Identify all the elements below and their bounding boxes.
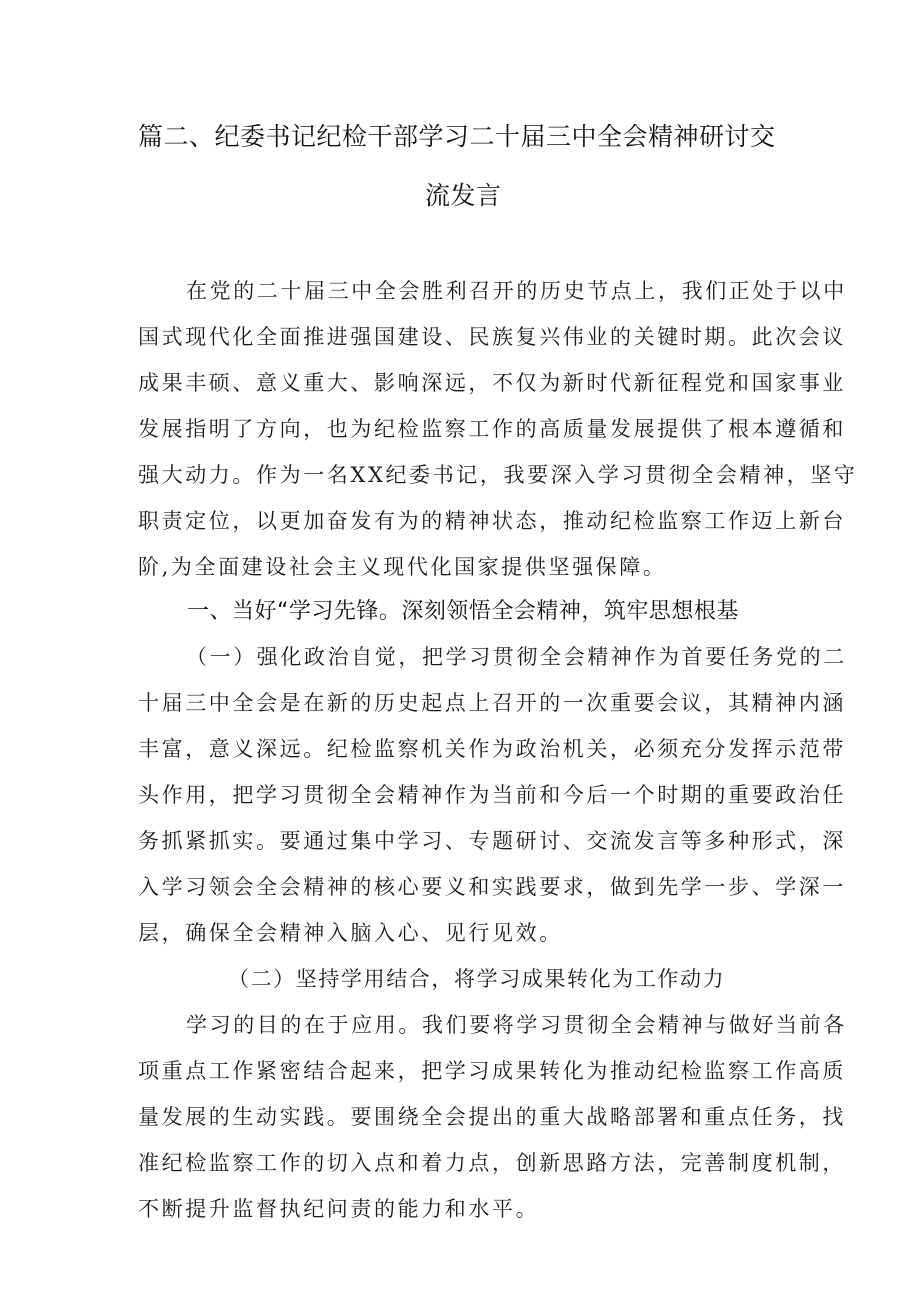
intro-line: 在党的二十届三中全会胜利召开的历史节点上，我们正处于以中 [186, 279, 847, 303]
paragraph-line: 不断提升监督执纪问责的能力和水平。 [138, 1197, 540, 1221]
paragraph-line: 十届三中全会是在新的历史起点上召开的一次重要会议，其精神内涵 [138, 691, 846, 715]
paragraph-line: 项重点工作紧密结合起来，把学习成果转化为推动纪检监察工作高质 [138, 1059, 846, 1083]
intro-line: 发展指明了方向，也为纪检监察工作的高质量发展提供了根本遵循和 [138, 417, 846, 441]
document-title-line-1: 篇二、纪委书记纪检干部学习二十届三中全会精神研讨交 [138, 122, 776, 151]
paragraph-line: （一）强化政治自觉，把学习贯彻全会精神作为首要任务党的二 [186, 645, 847, 669]
paragraph-line: 学习的目的在于应用。我们要将学习贯彻全会精神与做好当前各 [186, 1013, 847, 1037]
paragraph-line: 量发展的生动实践。要围绕全会提出的重大战略部署和重点任务，找 [138, 1105, 846, 1129]
subsection-heading-2: （二）坚持学用结合，将学习成果转化为工作动力 [228, 967, 726, 991]
section-heading-1: 一、当好“学习先锋。深刻领悟全会精神，筑牢思想根基 [187, 599, 739, 624]
document-title-line-2: 流发言 [425, 181, 502, 210]
paragraph-line: 务抓紧抓实。要通过集中学习、专题研讨、交流发言等多种形式，深 [138, 829, 846, 853]
intro-line: 成果丰硕、意义重大、影响深远，不仅为新时代新征程党和国家事业 [138, 371, 846, 395]
intro-line: 强大动力。作为一名XX纪委书记，我要深入学习贯彻全会精神，坚守 [138, 463, 858, 487]
intro-line: 国式现代化全面推进强国建设、民族复兴伟业的关键时期。此次会议 [138, 325, 846, 349]
paragraph-line: 入学习领会全会精神的核心要义和实践要求，做到先学一步、学深一 [138, 875, 846, 899]
intro-line: 职责定位，以更加奋发有为的精神状态，推动纪检监察工作迈上新台 [138, 509, 846, 533]
paragraph-line: 头作用，把学习贯彻全会精神作为当前和今后一个时期的重要政治任 [138, 783, 846, 807]
paragraph-line: 层，确保全会精神入脑入心、见行见效。 [138, 921, 563, 945]
paragraph-line: 丰富，意义深远。纪检监察机关作为政治机关，必须充分发挥示范带 [138, 737, 846, 761]
intro-line: 阶,为全面建设社会主义现代化国家提供坚强保障。 [138, 555, 667, 579]
paragraph-line: 准纪检监察工作的切入点和着力点，创新思路方法，完善制度机制， [138, 1151, 846, 1175]
